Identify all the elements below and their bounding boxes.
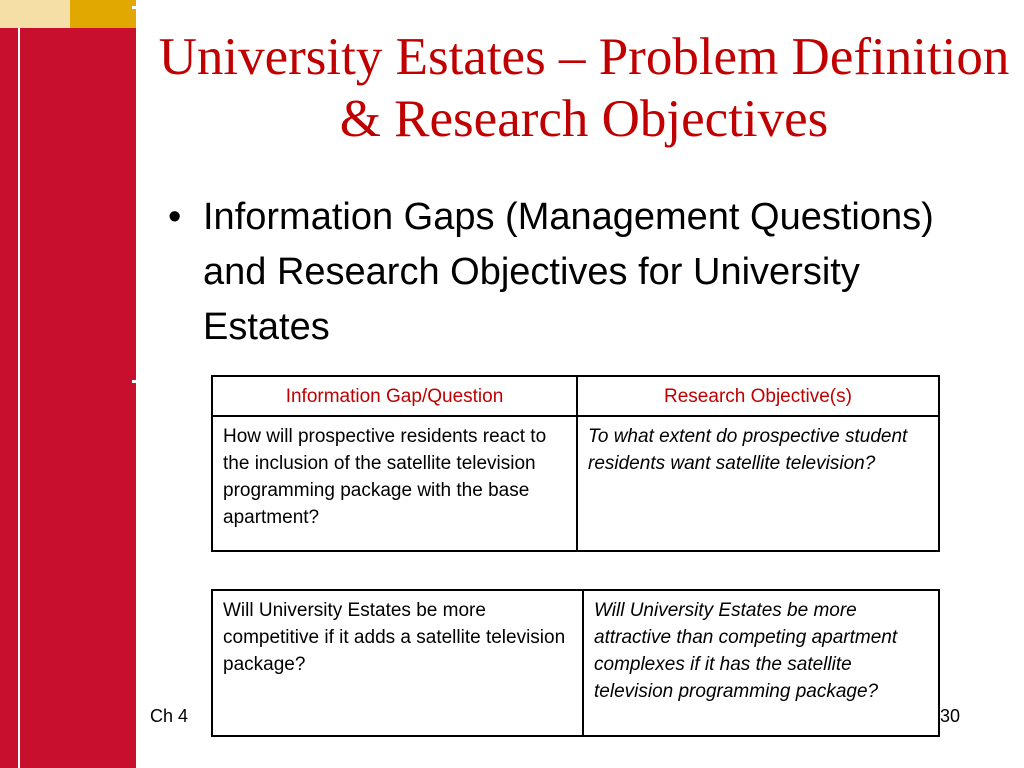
objective-cell: Will University Estates be more attractive than competing apartment complexes if it has the satellite television programming package? bbox=[583, 590, 939, 736]
band-divider-line bbox=[18, 28, 20, 768]
bullet-text: Information Gaps (Management Questions) and Research Objectives for University Estates bbox=[203, 196, 934, 348]
band-notch bbox=[132, 6, 136, 9]
table-header-row bbox=[212, 376, 939, 416]
objectives-table-continued bbox=[211, 589, 940, 737]
objective-cell: To what extent do prospective student residents want satellite television? bbox=[577, 416, 939, 551]
table-row bbox=[212, 416, 939, 551]
question-cell: How will prospective residents react to the inclusion of the satellite television programming package with the base apartment? bbox=[212, 416, 577, 551]
left-decorative-band bbox=[0, 0, 136, 768]
table-row bbox=[212, 590, 939, 736]
objectives-table bbox=[211, 375, 940, 552]
chapter-label: Ch 4 bbox=[150, 706, 189, 726]
slide-title: University Estates – Problem Definition & Research Objectives bbox=[158, 28, 1010, 148]
question-cell: Will University Estates be more competitive if it adds a satellite television package? bbox=[212, 590, 583, 736]
header-objective: Research Objective(s) bbox=[577, 376, 939, 416]
band-notch bbox=[132, 380, 136, 383]
page-number: 30 bbox=[940, 706, 961, 726]
corner-accent-cream bbox=[0, 0, 70, 28]
corner-accent-gold bbox=[70, 0, 136, 28]
bullet-icon: • bbox=[168, 196, 182, 238]
header-question: Information Gap/Question bbox=[212, 376, 577, 416]
